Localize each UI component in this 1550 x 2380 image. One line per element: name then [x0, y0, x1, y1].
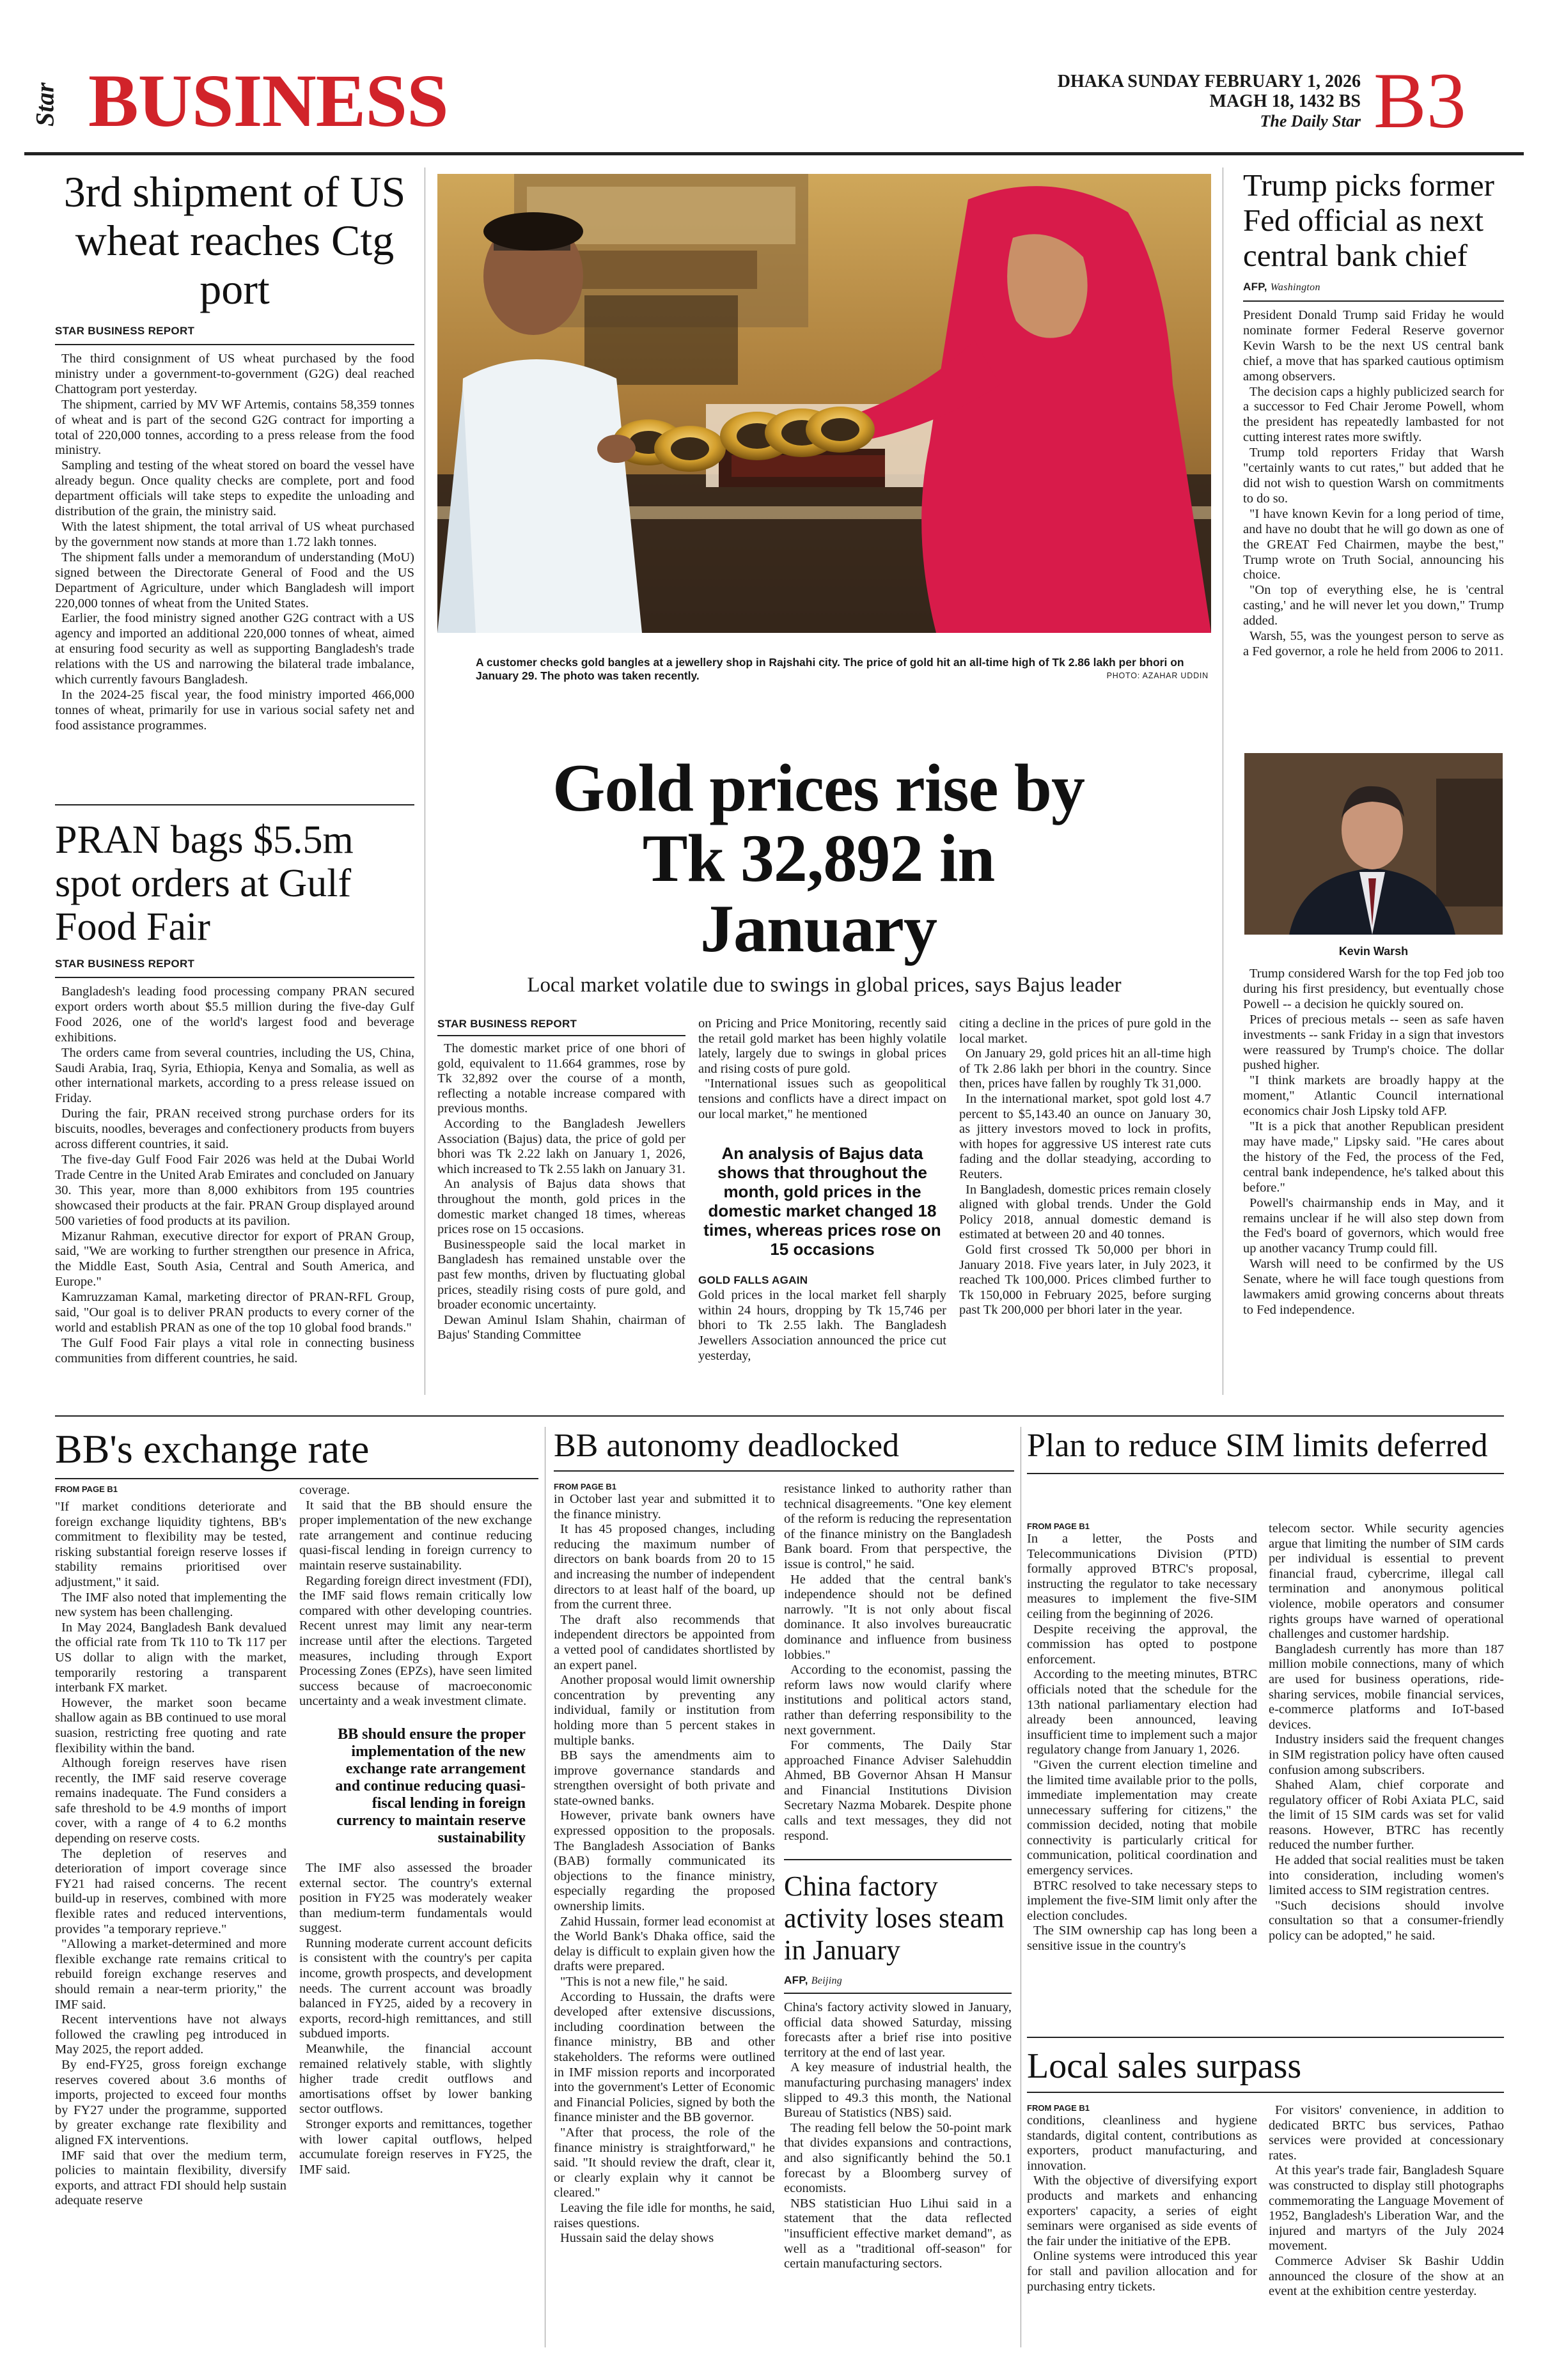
paragraph: It said that the BB should ensure the proper implementation of the new exchange rate arrangement and continue reducing quasi-fiscal lending in foreign currency to maintain reserve sustainability.: [299, 1498, 532, 1573]
paragraph: He added that social realities must be taken into consideration, including women's limited access to SIM registration centres.: [1269, 1853, 1504, 1898]
paragraph: According to the Bangladesh Jewellers Association (Bajus) data, the price of gold per bhori was Tk 2.22 lakh on January 1, 2026, which increased to Tk 2.55 lakh on January 31.: [437, 1116, 685, 1176]
pran-headline: PRAN bags $5.5m spot orders at Gulf Food Fair: [55, 818, 354, 949]
paragraph: Commerce Adviser Sk Bashir Uddin announced the closure of the show at an event at the exhibition centre yesterday.: [1269, 2253, 1504, 2299]
bbautonomy-from: FROM PAGE B1: [554, 1482, 616, 1491]
paragraph: At this year's trade fair, Bangladesh Square was constructed to display still photographs commemorating the Language Movement of 1952, Bangladesh's Liberation War, and the injured and martyrs of the July 2024 movement.: [1269, 2163, 1504, 2253]
sales-rule: [1027, 2092, 1504, 2093]
paragraph: Regarding foreign direct investment (FDI), the IMF said flows remain critically low compared with other developing countries. Recent unrest may limit any near-term increase until after the elections. Targeted measures, including through Export Processing Zones (EPZs), have seen limited success because of macroeconomic uncertainty and a weak investment climate.: [299, 1573, 532, 1709]
gold-col-2: [698, 1016, 946, 1364]
paragraph: "Allowing a market-determined and more flexible exchange rate remains critical to rebuild foreign exchange reserves and should remain a near-term priority," the IMF said.: [55, 1937, 286, 2012]
gold-body-2b: [698, 1288, 946, 1364]
paragraph: Industry insiders said the frequent changes in SIM registration policy have often caused confusion among subscribers.: [1269, 1732, 1504, 1777]
paragraph: In the international market, spot gold lost 4.7 percent to $5,143.40 an ounce on January 30, as jittery investors moved to lock in profits, with hopes for aggressive US interest rate cuts fading and the dollar steadying, according to Reuters.: [959, 1091, 1211, 1181]
divider: [1027, 2037, 1504, 2038]
photo-credit: PHOTO: AZAHAR UDDIN: [1106, 671, 1209, 680]
paragraph: Meanwhile, the financial account remained relatively stable, with slightly higher trade credit outflows and amortisations offset by lower banking sector outflows.: [299, 2042, 532, 2117]
paragraph: "This is not a new file," he said.: [560, 1975, 728, 1989]
divider: [784, 1859, 1012, 1860]
gold-col-1: [437, 1018, 685, 1343]
paragraph: "Given the current election timeline and the limited time available prior to the polls, immediate implementation may create unnecessary suffering for citizens," the commission decided, noting that mobile connectivity is particularly critical for communication, political coordination and emergency services.: [1027, 1757, 1257, 1878]
paragraph: China's factory activity slowed in January, official data showed Saturday, missing forecasts after a brief rise into positive territory at the end of last year.: [784, 2000, 1012, 2060]
paragraph: The depletion of reserves and deterioration of import coverage since FY21 had raised concerns. The recent build-up in reserves, combined with more flexible rates and reduced interventions, provides "a temporary reprieve.": [55, 1846, 286, 1936]
sim-article: [1027, 1427, 1504, 1479]
sales-body-2: [1269, 2103, 1504, 2299]
gold-body-3: [959, 1016, 1211, 1318]
paragraph: in October last year and submitted it to the finance ministry.: [554, 1492, 775, 1521]
warsh-photo: [1244, 753, 1503, 935]
paragraph: Sampling and testing of the wheat stored on board the vessel have already begun. Once quality checks are complete, port and food department officials will take steps to expedite the unloading and distribution of the grain, the ministry said.: [55, 458, 414, 519]
dateline: [1054, 72, 1361, 131]
paragraph: "I think markets are broadly happy at the moment," Atlantic Council international economics chair Josh Lipsky told AFP.: [1243, 1073, 1504, 1119]
bbrate-body-2: [299, 1483, 532, 1709]
bbautonomy-body-2: [784, 1482, 1012, 1844]
paragraph: "It is a pick that another Republican president may have made," Lipsky said. "He cares about the history of the Fed, the process of the Fed, central bank independence, he's talked about this before.": [1243, 1119, 1504, 1195]
paragraph: On January 29, gold prices hit an all-time high of Tk 2.86 lakh per bhori in the country. Since then, prices have fallen by roughly Tk 31,000.: [959, 1046, 1211, 1091]
paragraph: The Gulf Food Fair plays a vital role in connecting business communities from different countries, he said.: [55, 1335, 414, 1365]
pran-body: [55, 984, 414, 1367]
sim-col-2: [1269, 1521, 1504, 1944]
trump-article: [1243, 167, 1504, 660]
wheat-rule: [55, 344, 414, 345]
paragraph: According to Hussain, the drafts were developed after extensive discussions, including coordination between the finance ministry, BB and other stakeholders. The reforms were outlined in IMF mission reports and incorporated into the government's Letter of Economic and Financial Policies, signed by both the finance minister and the BB governor.: [554, 1989, 775, 2125]
sim-from: FROM PAGE B1: [1027, 1521, 1090, 1531]
paragraph: Warsh will need to be confirmed by the US Senate, where he will face tough questions from lawmakers amid growing concerns about threats to Fed independence.: [1243, 1257, 1504, 1317]
paragraph: Bangladesh currently has more than 187 million mobile connections, many of which are used for business operations, ride-sharing services, mobile financial services, e-commerce platforms and IoT-based devices.: [1269, 1642, 1504, 1732]
masthead: [24, 57, 1524, 147]
gold-rule: [437, 1035, 685, 1036]
gold-headline: Gold prices rise by Tk 32,892 in January: [552, 751, 1084, 966]
paragraph: Gold first crossed Tk 50,000 per bhori in January 2018. Five years later, in July 2023, it reached Tk 100,000. Prices climbed further to Tk 150,000 in February 2025, before surging past Tk 200,000 per bhori later in the year.: [959, 1242, 1211, 1318]
sim-body-2: [1269, 1521, 1504, 1944]
paragraph: "International issues such as geopolitical tensions and conflicts have a direct impact on our local market," he mentioned: [698, 1077, 946, 1121]
paragraph: It has 45 proposed changes, including reducing the maximum number of directors on bank boards from 20 to 15 and increasing the number of independent directors to at least half of the board, up from the current three.: [554, 1522, 775, 1612]
paragraph: Earlier, the food ministry signed another G2G contract with a US agency and imported an additional 220,000 tonnes of wheat, aimed at ensuring food security as well as supporting Bangladesh's trade relations with the US and narrowing the bilateral trade imbalance, which currently favours Bangladesh.: [55, 611, 414, 687]
paragraph: A key measure of industrial health, the manufacturing purchasing managers' index slipped to 49.3 this month, the National Bureau of Statistics (NBS) said.: [784, 2060, 1012, 2120]
star-logo: [27, 74, 86, 132]
paragraph: In the 2024-25 fiscal year, the food ministry imported 466,000 tonnes of wheat, primarily for use in various social safety net and food assistance programmes.: [55, 687, 414, 733]
paragraph: The draft also recommends that independent directors be appointed from a vetted pool of candidates shortlisted by an expert panel.: [554, 1612, 775, 1672]
kevin-warsh-portrait-icon: [1244, 753, 1503, 935]
sales-article: [1027, 2046, 1504, 2097]
paragraph: The five-day Gulf Food Fair 2026 was held at the Dubai World Trade Centre in the United Arab Emirates and concluded on January 30. This year, more than 8,000 exhibitors from 195 countries showcased their products at the fair. PRAN Group displayed around 500 varieties of food products at its pavilion.: [55, 1152, 414, 1228]
paragraph: However, the market soon became shallow again as BB continued to use moral suasion, restricting free quoting and rate flexibility within the band.: [55, 1695, 286, 1755]
paragraph: The IMF also noted that implementing the new system has been challenging.: [55, 1590, 286, 1620]
china-rule: [784, 1993, 1012, 1994]
wheat-body: [55, 352, 414, 734]
paragraph: Leaving the file idle for months, he said, raises questions.: [554, 2200, 775, 2230]
wheat-headline: 3rd shipment of US wheat reaches Ctg port: [63, 167, 406, 313]
sales-col-1: [1027, 2103, 1257, 2294]
paragraph: The shipment falls under a memorandum of understanding (MoU) signed between the Directorate General of Food and the US Department of Agriculture, under which Bangladesh will import 220,000 tonnes of wheat from the United States.: [55, 550, 414, 611]
paragraph: Despite receiving the approval, the commission has opted to postpone enforcement.: [1027, 1622, 1257, 1667]
paragraph: The IMF also assessed the broader external sector. The country's external position in FY25 was moderately weaker than medium-term fundamentals would suggest.: [299, 1860, 532, 1936]
paragraph: BTRC resolved to take necessary steps to implement the five-SIM limit only after the election concludes.: [1027, 1878, 1257, 1923]
paragraph: Recent interventions have not always followed the crawling peg introduced in May 2025, the report added.: [55, 2012, 286, 2057]
bbautonomy-body-1: [554, 1492, 775, 2246]
paragraph: Powell's chairmanship ends in May, and it remains unclear if he will also step down from the Fed's board of governors, which would free up another vacancy Trump could fill.: [1243, 1195, 1504, 1256]
paragraph: "On top of everything else, he is 'central casting,' and he will never let you down," Trump added.: [1243, 583, 1504, 628]
sim-col-1: [1027, 1521, 1257, 1954]
bbrate-col-2: [299, 1483, 532, 2177]
china-agency: AFP,: [784, 1974, 808, 1986]
bbrate-headline: BB's exchange rate: [55, 1426, 370, 1472]
paragraph: Running moderate current account deficits is consistent with the country's per capita income, growth prospects, and development needs. The current account was broadly balanced in FY25, aided by a recovery in exports, record-high remittances, and still subdued imports.: [299, 1936, 532, 2041]
paragraph: The domestic market price of one bhori of gold, equivalent to 11.664 grammes, rose by Tk 32,892 over the course of a month, reflecting a notable increase compared with previous months.: [437, 1041, 685, 1116]
page-number: B3: [1374, 57, 1466, 144]
china-article: [784, 1871, 1012, 2272]
paragraph: The reading fell below the 50-point mark that divides expansions and contractions, and also significantly behind the 50.1 forecast by a Bloomberg survey of economists.: [784, 2120, 1012, 2196]
trump-byline: [1243, 281, 1504, 294]
date-text: DHAKA SUNDAY FEBRUARY 1, 2026: [1057, 72, 1361, 91]
paragraph: According to the meeting minutes, BTRC officials noted that the schedule for the 13th national parliamentary election had already been announced, leaving insufficient time to implement such a major regulatory change from January 1, 2026.: [1027, 1667, 1257, 1757]
bbautonomy-rule: [554, 1470, 1014, 1472]
paragraph: In a letter, the Posts and Telecommunications Division (PTD) formally approved BTRC's proposal, instructing the regulator to take necessary measures to implement the five-SIM ceiling from the beginning of 2026.: [1027, 1532, 1257, 1621]
paragraph: President Donald Trump said Friday he would nominate former Federal Reserve governor Kevin Warsh to be the next US central bank chief, a move that has sparked cautious optimism among observers.: [1243, 308, 1504, 384]
paragraph: In Bangladesh, domestic prices remain closely aligned with global trends. Under the Gold Policy 2018, annual domestic demand is estimated at between 20 and 40 tonnes.: [959, 1182, 1211, 1242]
paragraph: By end-FY25, gross foreign exchange reserves covered about 3.6 months of imports, projected to exceed four months by FY27 under the programme, supported by greater exchange rate flexibility and aligned FX interventions.: [55, 2057, 286, 2147]
pran-byline: STAR BUSINESS REPORT: [55, 958, 195, 970]
paragraph: Businesspeople said the local market in Bangladesh has remained unstable over the past few months, driven by fluctuating global prices, steadily rising costs of pure gold, and broader economic uncertainty.: [437, 1237, 685, 1312]
paragraph: According to the economist, passing the reform laws now would clarify where institutions and political actors stand, rather than deferring responsibility to the next government.: [784, 1663, 1012, 1738]
paragraph: However, private bank owners have expressed opposition to the proposals. The Bangladesh Association of Banks (BAB) formally communicated its objections to the finance ministry, especially regarding the proposed ownership limits.: [554, 1808, 775, 1914]
bbrate-body-1: [55, 1500, 286, 2209]
paragraph: During the fair, PRAN received strong purchase orders for its biscuits, noodles, beverages and confectionery products from buyers across different countries, it said.: [55, 1107, 414, 1152]
gold-byline: STAR BUSINESS REPORT: [437, 1018, 577, 1030]
paragraph: In May 2024, Bangladesh Bank devalued the official rate from Tk 110 to Tk 117 per US dollar to align with the market, temporarily restoring a transparent interbank FX market.: [55, 1620, 286, 1695]
bbrate-from: FROM PAGE B1: [55, 1484, 118, 1494]
bbautonomy-col-1: [554, 1482, 775, 2246]
paragraph: Another proposal would limit ownership concentration by preventing any individual, family or institution from holding more than 5 percent stakes in multiple banks.: [554, 1673, 775, 1748]
paragraph: resistance linked to authority rather than technical disagreements. "One key element of the reform is reducing the representation of the finance ministry on the Bangladesh Bank board. From that perspective, the issue is control," he said.: [784, 1482, 1012, 1571]
pran-article: [55, 818, 414, 1367]
paragraph: Kamruzzaman Kamal, marketing director of PRAN-RFL Group, said, "Our goal is to deliver PRAN products to every corner of the world and establish PRAN as one of the top 10 global food brands.": [55, 1290, 414, 1335]
china-body: [784, 2000, 1012, 2272]
china-byline: [784, 1974, 1012, 1987]
paragraph: For comments, The Daily Star approached Finance Adviser Salehuddin Ahmed, BB Governor Ahsan H Mansur and Financial Institutions Division Secretary Nazma Mobarek. Despite phone calls and text messages, they did not respond.: [784, 1738, 1012, 1843]
trump-place: Washington: [1270, 282, 1320, 293]
gold-photo: [437, 174, 1211, 633]
wheat-byline: STAR BUSINESS REPORT: [55, 325, 195, 337]
paragraph: Trump told reporters Friday that Warsh "certainly wants to cut rates," but added that he did not wish to question Warsh on commitments to do so.: [1243, 446, 1504, 506]
masthead-rule: [24, 152, 1524, 155]
bbrate-rule: [55, 1478, 538, 1479]
paragraph: With the latest shipment, the total arrival of US wheat purchased by the government now stands at more than 1.72 lakh tonnes.: [55, 519, 414, 549]
paragraph: "If market conditions deteriorate and foreign exchange liquidity tightens, BB's commitment to flexibility may be tested, risking substantial foreign reserve losses if stability remains prioritised over adjustment," it said.: [55, 1500, 286, 1589]
paragraph: With the objective of diversifying export products and markets and enhancing exporters' capacity, a series of eight seminars were organised as side events of the fair under the initiative of the EPB.: [1027, 2174, 1257, 2248]
paragraph: Shahed Alam, chief corporate and regulatory officer of Robi Axiata PLC, said the limit of 15 SIM cards was set for valid reasons. However, BTRC has recently reduced the number further.: [1269, 1778, 1504, 1853]
paper-name: The Daily Star: [1260, 112, 1361, 130]
gold-pullquote: An analysis of Bajus data shows that throughout the month, gold prices in the domestic market changed 18 times, whereas prices rose on 15 occasions: [703, 1144, 941, 1259]
bbautonomy-col-2: [784, 1482, 1012, 1844]
paragraph: "Such decisions should involve consultation so that a consumer-friendly policy can be adopted," he said.: [1269, 1898, 1504, 1943]
warsh-caption: Kevin Warsh: [1338, 945, 1409, 958]
paragraph: coverage.: [299, 1483, 350, 1497]
jewellery-shop-photo-icon: [437, 174, 1211, 633]
paragraph: BB says the amendments aim to improve governance standards and strengthen oversight of both private and state-owned banks.: [554, 1748, 775, 1808]
paragraph: "After that process, the role of the finance ministry is straightforward," he said. "It should review the draft, clear it, or clearly explain why it cannot be cleared.": [554, 2125, 775, 2200]
gold-body-2: [698, 1016, 946, 1122]
paragraph: For visitors' convenience, in addition to dedicated BRTC bus services, Pathao services were provided at concessionary rates.: [1269, 2103, 1504, 2163]
trump-headline: Trump picks former Fed official as next central bank chief: [1243, 167, 1494, 273]
paragraph: Mizanur Rahman, executive director for export of PRAN Group, said, "We are working to further strengthen our presence in Africa, the Middle East, South Asia, Central and South America, and Europe.": [55, 1229, 414, 1289]
paragraph: The orders came from several countries, including the US, China, Saudi Arabia, Iraq, Syria, Ethiopia, Kenya and Somalia, as well as other international markets, according to a press release issued on Friday.: [55, 1045, 414, 1106]
trump-article-cont: [1243, 967, 1504, 1318]
sim-rule: [1027, 1473, 1504, 1474]
bengali-date: MAGH 18, 1432 BS: [1209, 91, 1361, 111]
section-rule: [55, 1415, 1504, 1417]
trump-rule: [1243, 300, 1504, 302]
paragraph: telecom sector. While security agencies argue that limiting the number of SIM cards per individual is essential to prevent financial fraud, cybercrime, illegal call termination and anonymous political violence, mobile operators and consumer rights groups have warned of operational challenges and customer hardship.: [1269, 1521, 1504, 1642]
paragraph: Gold prices in the local market fell sharply within 24 hours, dropping by Tk 15,746 per bhori to Tk 2.55 lakh. The Bangladesh Jewellers Association announced the price cut yesterday,: [698, 1288, 946, 1363]
paragraph: Dewan Aminul Islam Shahin, chairman of Bajus' Standing Committee: [437, 1312, 685, 1342]
paragraph: The decision caps a highly publicized search for a successor to Fed Chair Jerome Powell, whom the president has repeatedly lambasted for not cutting interest rates more swiftly.: [1243, 384, 1504, 445]
sim-headline: Plan to reduce SIM limits deferred: [1027, 1427, 1488, 1464]
paragraph: Online systems were introduced this year for stall and pavilion allocation and for purchasing entry tickets.: [1027, 2249, 1257, 2294]
logo-text: Star: [30, 82, 59, 127]
paragraph: He added that the central bank's independence should not be defined narrowly. "It is not only about fiscal dominance. It also involves bureaucratic dominance and influence from business lobbies.": [784, 1572, 1012, 1662]
paragraph: The SIM ownership cap has long been a sensitive issue in the country's: [1027, 1924, 1257, 1954]
bbrate-pullquote: BB should ensure the proper implementation of the new exchange rate arrangement and continue reducing quasi-fiscal lending in foreign currency to maintain reserve sustainability: [335, 1725, 526, 1846]
paragraph: Prices of precious metals -- seen as safe haven investments -- sank Friday in a sign that investors were reassured by Trump's choice. The dollar pushed higher.: [1243, 1012, 1504, 1073]
paragraph: IMF said that over the medium term, policies to maintain flexibility, diversify exports, and attract FDI should help sustain adequate reserve: [55, 2148, 286, 2208]
sales-col-2: [1269, 2103, 1504, 2299]
trump-agency: AFP,: [1243, 281, 1267, 293]
bbautonomy-headline: BB autonomy deadlocked: [554, 1427, 900, 1464]
gold-body-1: [437, 1041, 685, 1343]
paragraph: Hussain said the delay shows: [560, 2231, 714, 2246]
bbrate-body-2b: [299, 1861, 532, 2177]
paragraph: NBS statistician Huo Lihui said in a statement that the data reflected "insufficient effective market demand", as well as a "traditional off-season" for certain manufacturing sectors.: [784, 2196, 1012, 2271]
sales-body-1: [1027, 2113, 1257, 2294]
gold-subhead-falls: GOLD FALLS AGAIN: [698, 1274, 808, 1287]
paragraph: Trump considered Warsh for the top Fed job too during his first presidency, but eventually chose Powell -- a decision he quickly soured on.: [1243, 967, 1504, 1011]
pran-rule: [55, 977, 414, 978]
caption-text: A customer checks gold bangles at a jewellery shop in Rajshahi city. The price of gold hit an all-time high of Tk 2.86 lakh per bhori on January 29. The photo was taken recently.: [476, 656, 1184, 682]
sales-from: FROM PAGE B1: [1027, 2103, 1090, 2113]
divider: [55, 804, 414, 805]
paragraph: "I have known Kevin for a long period of time, and have no doubt that he will go down as one of the GREAT Fed Chairmen, maybe the best," Trump wrote on Truth Social, announcing his choice.: [1243, 506, 1504, 582]
paragraph: Bangladesh's leading food processing company PRAN secured export orders worth about $5.5 million during the five-day Gulf Food 2026, one of the world's largest food and beverage exhibitions.: [55, 984, 414, 1045]
sim-body-1: [1027, 1532, 1257, 1954]
sales-headline: Local sales surpass: [1027, 2046, 1302, 2086]
gold-col-3: [959, 1016, 1211, 1318]
paragraph: Zahid Hussain, former lead economist at the World Bank's Dhaka office, said the delay is difficult to explain given how the drafts were prepared.: [554, 1914, 775, 1974]
china-headline: China factory activity loses steam in January: [784, 1871, 1005, 1966]
china-place: Beijing: [811, 1975, 843, 1986]
paragraph: citing a decline in the prices of pure gold in the local market.: [959, 1016, 1211, 1046]
bbrate-col-1: [55, 1500, 286, 2209]
paragraph: conditions, cleanliness and hygiene standards, digital content, contributions as exporters, product manufacturing, and innovation.: [1027, 2113, 1257, 2173]
paragraph: The third consignment of US wheat purchased by the food ministry under a government-to-government (G2G) deal reached Chattogram port yesterday.: [55, 352, 414, 396]
paragraph: An analysis of Bajus data shows that throughout the month, gold prices in the domestic market changed 18 times, whereas prices rose on 15 occasions.: [437, 1177, 685, 1237]
trump-body-2: [1243, 967, 1504, 1318]
gold-subhead: Local market volatile due to swings in global prices, says Bajus leader: [527, 974, 1122, 997]
paragraph: Although foreign reserves have risen recently, the IMF said reserve coverage remains inadequate. The Fund considers a safe threshold to be 4.9 months of import cover, with a range of 4 to 6.2 months depending on reserve costs.: [55, 1756, 286, 1846]
wheat-article: [55, 167, 414, 734]
paragraph: Stronger exports and remittances, together with lower capital outflows, helped accumulate foreign reserves in FY25, the IMF said.: [299, 2117, 532, 2177]
paragraph: The shipment, carried by MV WF Artemis, contains 58,359 tonnes of wheat and is part of the second G2G contract for importing a total of 220,000 tonnes, according to a press release from the food ministry.: [55, 397, 414, 458]
section-title: BUSINESS: [88, 59, 448, 143]
paragraph: Warsh, 55, was the youngest person to serve as a Fed governor, a role he held from 2006 to 2011.: [1243, 629, 1504, 658]
trump-body: [1243, 308, 1504, 660]
paragraph: on Pricing and Price Monitoring, recently said the retail gold market has been highly volatile lately, largely due to swings in global prices and rising costs of pure gold.: [698, 1016, 946, 1076]
bbautonomy-article: [554, 1427, 1014, 1477]
